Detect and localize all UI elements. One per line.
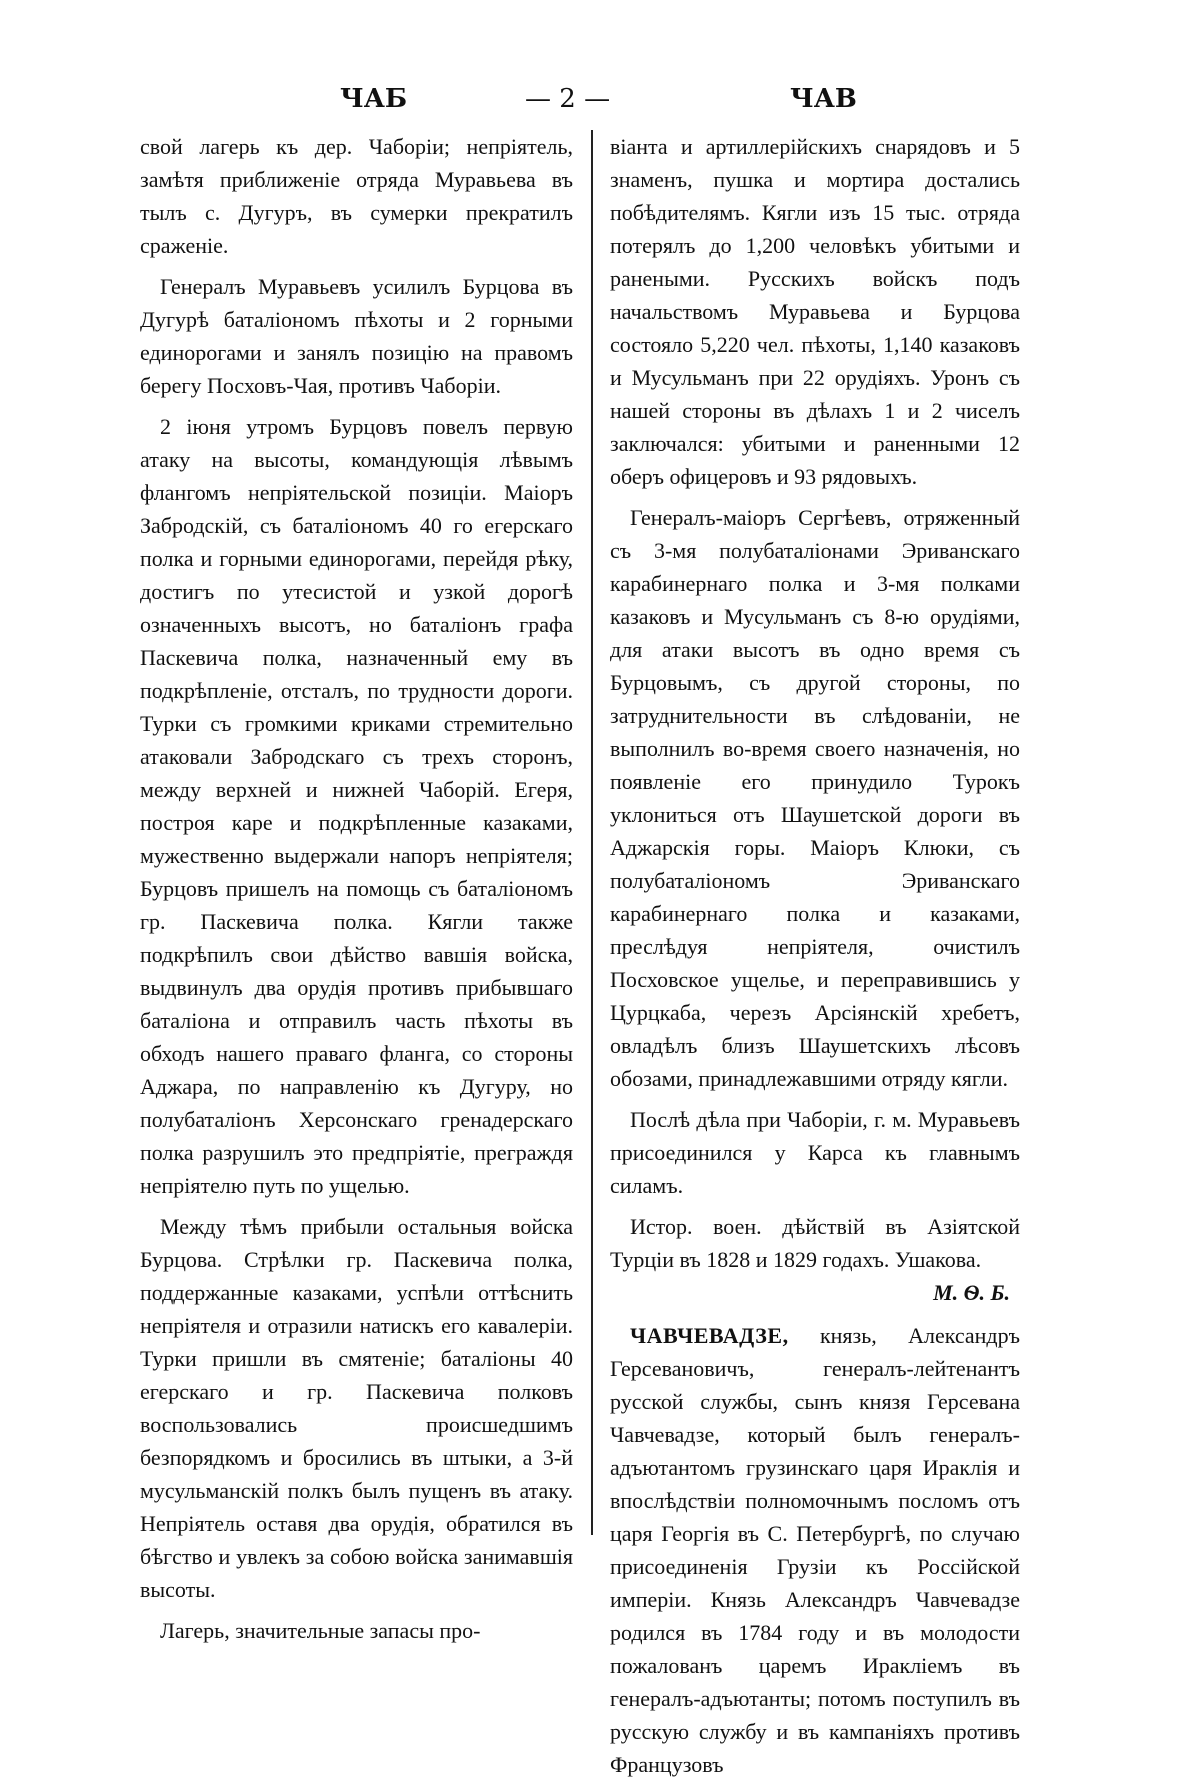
- right-column: [610, 130, 1021, 1777]
- header-left-guideword: ЧАБ: [340, 84, 408, 114]
- header-right-guideword: ЧАВ: [790, 84, 857, 114]
- entry-text: князь, Александръ Герсевановичъ, генералъ-лейтенантъ русской службы, сынъ князя Герсевана Чавчевадзе, который былъ генералъ-адъютантомъ грузинскаго царя Ираклія и впослѣдствіи полномочнымъ посломъ отъ царя Георгія въ С. Петербургѣ, по случаю присоединенія Грузіи къ Россійской имперіи. Князь Александръ Чавчевадзе родился въ 1784 году и въ молодости пожалованъ царемъ Иракліемъ въ генералъ-адъютанты; потомъ поступилъ въ русскую службу и въ кампаніяхъ противъ Французовъ: [610, 1323, 1021, 1777]
- left-column: [140, 130, 573, 1643]
- paragraph: свой лагерь къ дер. Чаборіи; непріятель, замѣтя приближеніе отряда Муравьева въ тылъ с. Дугуръ, въ сумерки прекратилъ сраженіе.: [140, 134, 573, 258]
- paragraph: Лагерь, значительные запасы про-: [160, 1618, 481, 1643]
- entry-headword: ЧАВЧЕВАДЗЕ,: [630, 1323, 789, 1348]
- page-header: [140, 76, 1040, 120]
- paragraph: Послѣ дѣла при Чаборіи, г. м. Муравьевъ присоединился у Карса къ главнымъ силамъ.: [610, 1107, 1020, 1198]
- paragraph: віанта и артиллерійскихъ снарядовъ и 5 знаменъ, пушка и мортира достались побѣдителямъ. Кягли изъ 15 тыс. отряда потерялъ до 1,200 человѣкъ убитыми и ранеными. Русскихъ войскъ подъ начальствомъ Муравьева и Бурцова состояло 5,220 чел. пѣхоты, 1,140 казаковъ и Мусульманъ при 22 орудіяхъ. Уронъ съ нашей стороны въ дѣлахъ 1 и 2 чиселъ заключался: убитыми и раненными 12 оберъ офицеровъ и 93 рядовыхъ.: [610, 134, 1020, 489]
- source-citation: [610, 1210, 1020, 1276]
- page-number: — 2 —: [525, 84, 611, 114]
- author-signature: М. Ѳ. Б.: [933, 1280, 1010, 1305]
- entry-paragraph: [610, 1319, 1020, 1781]
- signature-line: [610, 1276, 1020, 1309]
- paragraph: Генералъ Муравьевъ усилилъ Бурцова въ Дугурѣ баталіономъ пѣхоты и 2 горными единорогами и занялъ позицію на правомъ берегу Посховъ-Чая, противъ Чаборіи.: [140, 274, 573, 398]
- citation-text: Истор. воен. дѣйствій въ Азіятской Турціи въ 1828 и 1829 годахъ. Ушакова.: [610, 1214, 1020, 1272]
- paragraph: Генералъ-маіоръ Сергѣевъ, отряженный съ 3-мя полубаталіонами Эриванскаго карабинернаго полка и 3-мя полками казаковъ и Мусульманъ съ 8-ю орудіями, для атаки высотъ въ одно время съ Бурцовымъ, съ другой стороны, по затруднительности въ слѣдованіи, не выполнилъ во-время своего назначенія, но появленіе его принудило Турокъ уклониться отъ Шаушетской дороги въ Аджарскія горы. Маіоръ Клюки, съ полубаталіономъ Эриванскаго карабинернаго полка и казаками, преслѣдуя непріятеля, очистилъ Посховское ущелье, и переправившись у Цурцкаба, черезъ Арсіянскій хребетъ, овладѣлъ близъ Шаушетскихъ лѣсовъ обозами, принадлежавшими отряду кягли.: [610, 505, 1020, 1091]
- paragraph: 2 іюня утромъ Бурцовъ повелъ первую атаку на высоты, командующія лѣвымъ флангомъ непріятельской позиціи. Маіоръ Забродскій, съ баталіономъ 40 го егерскаго полка и горными единорогами, перейдя рѣку, достигъ по утесистой и узкой дорогѣ означенныхъ высотъ, но баталіонъ графа Паскевича полка, назначенный ему въ подкрѣпленіе, отсталъ, по трудности дороги. Турки съ громкими криками стремительно атаковали Забродскаго съ трехъ сторонъ, между верхней и нижней Чаборій. Егеря, построя каре и подкрѣпленные казаками, мужественно выдержали напоръ непріятеля; Бурцовъ пришелъ на помощь съ баталіономъ гр. Паскевича полка. Кягли также подкрѣпилъ свои дѣйство вавшія войска, выдвинулъ два орудія противъ прибывшаго баталіона и отправилъ часть пѣхоты въ обходъ нашего праваго фланга, со стороны Аджара, по направленію къ Дугуру, но полубаталіонъ Херсонскаго гренадерскаго полка разрушилъ это предпріятіе, преграждя непріятелю путь по ущелью.: [140, 414, 573, 1198]
- column-divider: [591, 130, 593, 1535]
- paragraph: Между тѣмъ прибыли остальныя войска Бурцова. Стрѣлки гр. Паскевича полка, поддержанные казаками, успѣли оттѣснить непріятеля и отразили натискъ его кавалеріи. Турки пришли въ смятеніе; баталіоны 40 егерскаго и гр. Паскевича полковъ воспользовались происшедшимъ безпорядкомъ и бросились въ штыки, а 3-й мусульманскій полкъ былъ пущенъ въ атаку. Непріятель оставя два орудія, обратился въ бѣгство и увлекъ за собою войска занимавшія высоты.: [140, 1214, 573, 1602]
